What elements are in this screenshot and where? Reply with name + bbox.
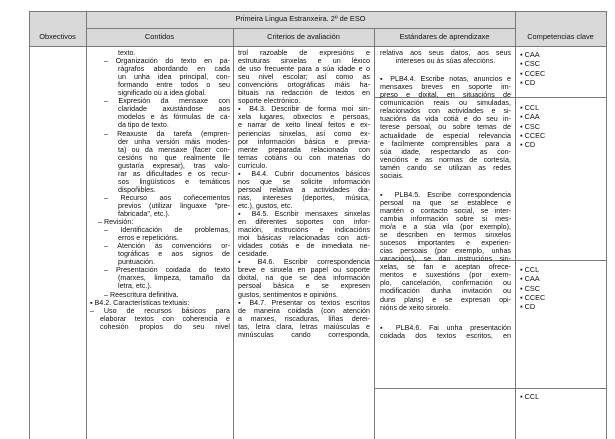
criteria-text-line: vidades cotiás e de inmediata ne- [238, 242, 370, 251]
bullet-icon: ▪ [520, 392, 525, 401]
standards-text-line: se describen en termos sinxelos [380, 231, 511, 240]
header-criteria: Criterios de avaliación [267, 32, 340, 41]
bullet-icon: ▪ [520, 283, 525, 293]
contents-text-line: sos lingüísticos e temáticos [118, 177, 230, 186]
header-contents: Contidos [144, 32, 175, 41]
competence-item [520, 266, 539, 274]
contents-text-line: – Reaxuste da tarefa (empren- [104, 129, 230, 138]
table-title: Primeira Lingua Estranxeira. 2º de ESO [235, 14, 366, 23]
standards-text-line: vacacións), se dan instrucións sin- [380, 255, 511, 264]
bullet-icon: ▪ [520, 50, 525, 59]
contents-text-line: previos (utilizar linguaxe "pre- [118, 201, 230, 210]
competence-code: CD [524, 302, 536, 312]
contents-text-line: da tipo de texto. [118, 121, 169, 130]
standards-text-line: mensaxes breves en soporte im- [380, 83, 511, 92]
contents-text-line: ▪ B4.2. Características textuais: [90, 298, 190, 307]
standards-text-line [380, 312, 511, 320]
criteria-text-line: de uso frecuente para a súa idade e o [238, 65, 370, 74]
grid-line-right [606, 11, 607, 439]
standards-text-line: mo/a e a súa vila (por exemplo), [380, 223, 511, 232]
competence-item [520, 275, 540, 283]
contents-text-line: tográficas e aos signos de [118, 250, 230, 259]
competence-code: CCEC [524, 68, 546, 78]
bullet-icon: ▪ [520, 68, 525, 78]
criteria-text-line: minúsculas cando corresponda, [238, 330, 370, 339]
criteria-text-line: breve e sinxela en papel ou soporte [238, 266, 370, 275]
criteria-text-line: ▪ B4.6. Escribir correspondencia [238, 258, 370, 267]
contents-text-line: – Uso de recursos básicos para [90, 306, 230, 315]
criteria-text-line: seu nivel escolar; así como as [238, 73, 370, 82]
header-standards: Estándares de aprendizaxe [399, 32, 490, 41]
standards-text-line: relacionados con actividades e si- [380, 107, 511, 116]
standards-text-line: mantén o contacto social, se inter- [380, 206, 511, 215]
contents-text-line: un unha idea principal, con- [118, 73, 230, 82]
criteria-text-line: xela lugares, obxectos e persoas, [238, 113, 370, 122]
standards-text-line: sucesos importantes e experien- [380, 239, 511, 248]
criteria-text-line: cesidade. [238, 250, 269, 259]
competence-code: CCL [524, 265, 540, 274]
contents-text-line: erros e repeticións. [118, 234, 179, 243]
grid-line-left [29, 11, 30, 439]
contents-text-line: (marxes, limpeza, tamaño da [118, 274, 230, 283]
competence-item [520, 60, 540, 68]
criteria-text-line: ▪ B4.4. Cubrir documentos básicos [238, 169, 370, 178]
standards-text-line: comunicación reais ou simuladas, [380, 99, 511, 108]
standards-text-line [380, 180, 511, 188]
contents-text-line: ta) ou da mensaxe (facer con- [118, 145, 230, 154]
contents-text-line: formando entre todos o seu [118, 81, 230, 90]
contents-text-line: rágrafos abordando en cada [118, 65, 230, 74]
grid-line-col-3 [374, 28, 375, 439]
standards-text-line: e facilmente comprensibles para a [380, 139, 511, 148]
contents-text-line: claridade axustándose aos [118, 105, 230, 114]
competence-code: CD [524, 140, 536, 150]
standards-text-line: actualidade de especial relevancia [380, 131, 511, 140]
standards-text-line: persoal na que se establece e [380, 198, 511, 207]
competence-item [520, 285, 540, 293]
contents-text-line: – Organización do texto en pa- [104, 57, 230, 66]
standards-text-line: ▪ PLB4.4. Escribe notas, anuncios e [380, 75, 511, 84]
criteria-text-line: bituais na redacción de textos en [238, 89, 370, 98]
criteria-text-line: nos que se solicite información [238, 177, 370, 186]
contents-text-line: fabricada", etc.). [118, 210, 170, 218]
competence-item [520, 123, 540, 131]
standards-text-line: modificación dunha invitación ou [380, 287, 511, 296]
criteria-text-line: en diferentes soportes con infor- [238, 218, 370, 227]
standards-text-line: tamén cando se utilizan as redes [380, 163, 511, 172]
criteria-text-line: convencións ortográficas máis ha- [238, 81, 370, 90]
standards-text-line: vencións e as normas de cortesía, [380, 155, 511, 164]
competence-item [520, 113, 540, 121]
criteria-text-line: por información básica e previa- [238, 137, 370, 146]
bullet-icon: ▪ [520, 265, 525, 274]
competence-code: CSC [524, 121, 541, 131]
standards-text-line: duns plans) e se expresan opi- [380, 295, 511, 304]
competence-item [520, 303, 535, 311]
criteria-text-line: tas, letra clara, letras maiúsculas e [238, 322, 370, 331]
competence-code: CCL [524, 392, 540, 401]
grid-line-top [29, 11, 606, 12]
competence-code: CAA [524, 274, 540, 284]
competence-item [520, 79, 535, 87]
grid-line-title-bottom [86, 28, 515, 29]
standards-text-line: ▪ PLB4.6. Fai unha presentación [380, 323, 511, 332]
competence-item [520, 70, 545, 78]
bullet-icon: ▪ [520, 121, 525, 131]
standards-text-line: mentos e suxestións (por exem- [380, 271, 511, 280]
standards-text-line: cias persoais (por exemplo, unhas [380, 247, 511, 256]
header-competences: Competencias clave [527, 32, 594, 41]
competence-item [520, 294, 545, 302]
contents-text-line: – Reescritura definitiva. [104, 290, 179, 299]
grid-line-col-1 [86, 11, 87, 439]
criteria-text-line: a marxes, riscaduras, liñas derei- [238, 314, 370, 323]
contents-text-line: – Expresión da mensaxe con [104, 97, 230, 106]
criteria-cell [238, 49, 370, 439]
bullet-icon: ▪ [520, 274, 525, 284]
bullet-icon: ▪ [520, 112, 525, 122]
contents-text-line: elaborar textos con coherencia e [100, 314, 230, 323]
standards-text-line: terese persoal, ou sobre temas de [380, 123, 511, 132]
standards-text-line: cambia información sobre si mes- [380, 215, 511, 223]
criteria-text-line: moi básicas relacionadas con acti- [238, 234, 370, 243]
contents-cell [90, 49, 230, 439]
bullet-icon: ▪ [520, 59, 525, 69]
bullet-icon: ▪ [520, 130, 525, 140]
criteria-text-line: etc.), gustos, etc. [238, 201, 293, 210]
grid-line-col-4 [515, 11, 516, 439]
standards-text-line: relativa aos seus datos, aos seus [380, 49, 511, 57]
grid-line-col-2 [233, 28, 234, 439]
criteria-text-line: persoal básica e se expresen [238, 282, 370, 291]
competence-code: CCEC [524, 292, 546, 302]
criteria-text-line: ▪ B4.5. Escribir mensaxes sinxelas [238, 210, 370, 218]
bullet-icon: ▪ [520, 103, 525, 112]
criteria-text-line: mente preparada relacionada con [238, 145, 370, 154]
contents-text-line: der unha versión máis modes- [118, 137, 230, 146]
standards-text-line: preso e dixital, en situacións de [380, 91, 511, 100]
bullet-icon: ▪ [520, 302, 525, 312]
criteria-text-line: ▪ B4.7. Presentar os textos escritos [238, 298, 370, 307]
criteria-text-line: mación, instrucións e indicacións [238, 226, 370, 235]
contents-text-line: – Atención ás convencións or- [104, 242, 230, 251]
contents-text-line: significado ou a idea global. [118, 89, 207, 98]
standards-text-line: súa idade, respectando as con- [380, 147, 511, 156]
standards-text-line: tuacións da vida cotiá e do seu in- [380, 115, 511, 124]
criteria-text-line: de maneira coidada (con atención [238, 306, 370, 315]
contents-text-line: texto. [118, 49, 136, 57]
contents-text-line: – Presentación coidada do texto [104, 266, 230, 275]
contents-text-line: – Recurso aos coñecementos [104, 193, 230, 202]
criteria-text-line: rias, intereses (deportes, música, [238, 193, 370, 202]
bullet-icon: ▪ [520, 140, 525, 150]
competence-code: CSC [524, 283, 541, 293]
competence-item [520, 141, 535, 149]
competence-item [520, 104, 539, 112]
contents-text-line: puntuación. [118, 258, 155, 267]
criteria-text-line: gustos, sentimentos e opinións. [238, 290, 339, 299]
standards-text-line [380, 65, 511, 73]
grid-line-header-bottom [29, 46, 606, 47]
contents-text-line: gustaría expresar), tras valo- [118, 161, 230, 170]
criteria-text-line: temas cotiáns ou con materias do [238, 153, 370, 162]
criteria-text-line: dixital, na que se dea información [238, 274, 370, 283]
criteria-text-line: e narrar de xeito lineal feitos e ex- [238, 121, 370, 130]
contents-text-line: dispoñibles. [118, 185, 156, 194]
standards-text-line: ▪ PLB4.5. Escribe correspondencia [380, 190, 511, 199]
bullet-icon: ▪ [520, 292, 525, 302]
standards-text-line: xelas, se fan e aceptan ofrece- [380, 263, 511, 272]
criteria-text-line: ▪ B4.3. Describir de forma moi sin- [238, 105, 370, 114]
competence-code: CCEC [524, 130, 546, 140]
standards-text-line: nións de xeito sinxelo. [380, 303, 451, 312]
contents-text-line: – Revisión: [98, 218, 134, 227]
criteria-text-line: persoal relativa a actividades dia- [238, 185, 370, 194]
contents-text-line: – Identificación de problemas, [104, 226, 230, 235]
contents-text-line: letra, etc.). [118, 282, 152, 291]
criteria-text-line: currículo. [238, 161, 268, 170]
competence-item [520, 393, 539, 401]
standards-text-line: coidada dos textos escritos, en [380, 331, 511, 340]
criteria-text-line: trol razoable de expresións e [238, 49, 370, 57]
bullet-icon: ▪ [520, 77, 525, 87]
criteria-text-line: periencias sinxelas, así como ex- [238, 129, 370, 138]
criteria-text-line: soporte electrónico. [238, 97, 301, 106]
competence-code: CSC [524, 59, 541, 69]
contents-text-line: modelos e ás fórmulas de ca- [118, 113, 230, 122]
standards-text-line: plo, cancelación, confirmación ou [380, 279, 511, 288]
competence-code: CD [524, 77, 536, 87]
criteria-text-line: estruturas sinxelas e un léxico [238, 57, 370, 66]
contents-text-line: rar as dificultades e os recur- [118, 169, 230, 178]
standards-text-line: sociais. [380, 171, 404, 180]
standards-cell [380, 49, 511, 439]
contents-text-line: cohesión propios do seu nivel [100, 322, 230, 331]
header-objectives: Obxectivos [39, 32, 76, 41]
competence-item [520, 132, 545, 140]
competence-item [520, 51, 540, 59]
standards-text-line: intereses ou ás súas afeccións. [395, 57, 496, 66]
competence-code: CCL [524, 103, 540, 112]
contents-text-line: cesións no que realmente lle [118, 153, 230, 162]
competence-code: CAA [524, 112, 540, 122]
competence-code: CAA [524, 50, 540, 59]
